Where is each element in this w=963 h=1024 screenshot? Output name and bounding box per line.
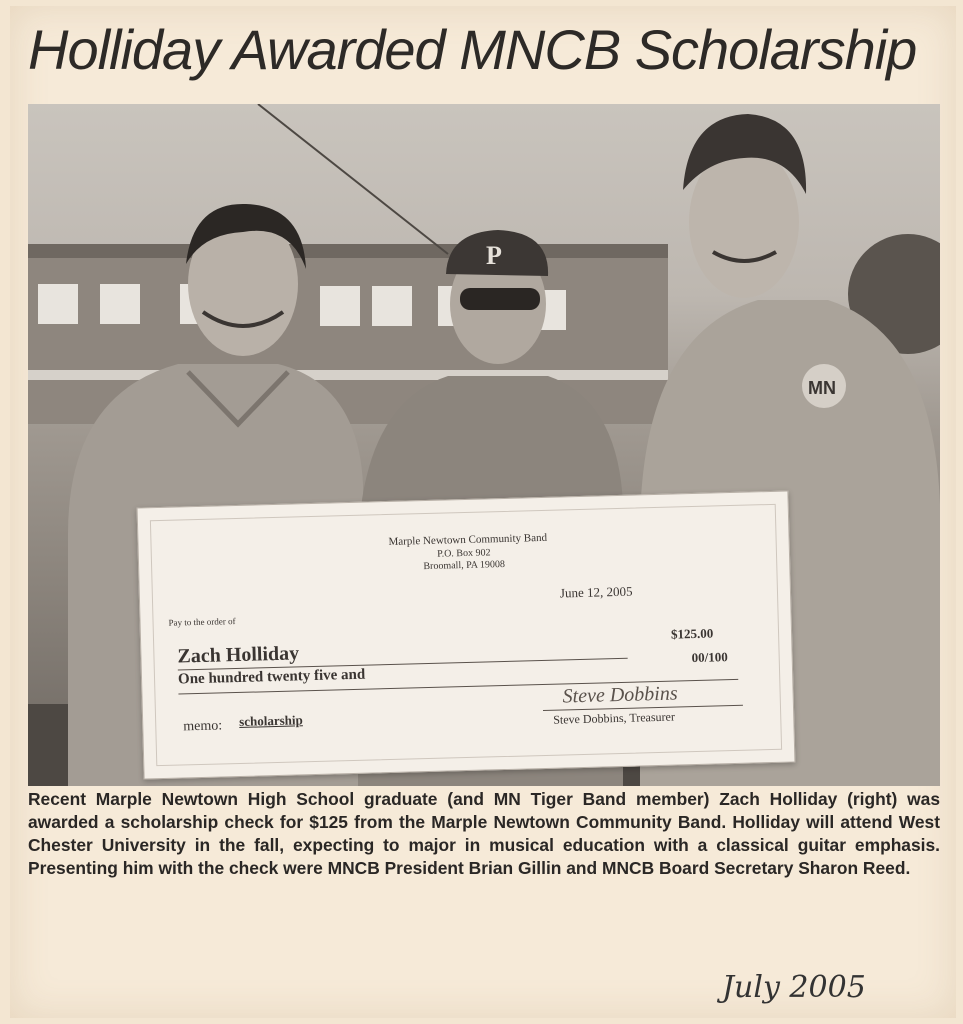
headline: Holliday Awarded MNCB Scholarship [28,18,917,81]
check-fraction: 00/100 [691,649,728,666]
cap-logo: P [486,241,502,270]
check-amount: $125.00 [670,625,714,642]
photo-caption: Recent Marple Newtown High School graduate (and MN Tiger Band member) Zach Holliday (right) was awarded a scholarship check for $125 from the Marple Newtown Community Band. Holliday will attend West Chester University in the fall, expecting to major in musical education with a classical guitar emphasis. Presenting him with the check were MNCB President Brian Gillin and MNCB Board Secretary Sharon Reed. [28,789,940,878]
handwritten-date: July 2005 [722,970,866,1005]
sunglasses [460,288,540,310]
check-org: Marple Newtown Community Band [388,531,548,548]
check-memo: scholarship [238,712,303,729]
check-signature: Steve Dobbins [562,682,678,708]
check-city: Broomall, PA 19008 [423,558,506,573]
check-memo-label: memo: [183,718,223,735]
check-po-box: P.O. Box 902 [437,547,491,560]
photo [28,104,940,786]
check-date: June 12, 2005 [559,583,633,601]
check-pay-to-label: Pay to the order of [168,616,236,628]
scholarship-check [137,491,796,780]
check-payee: Zach Holliday [177,642,300,668]
check-amount-words: One hundred twenty five and [177,666,366,688]
check-signer: Steve Dobbins, Treasurer [553,709,676,727]
svg-text:MN: MN [808,378,836,398]
